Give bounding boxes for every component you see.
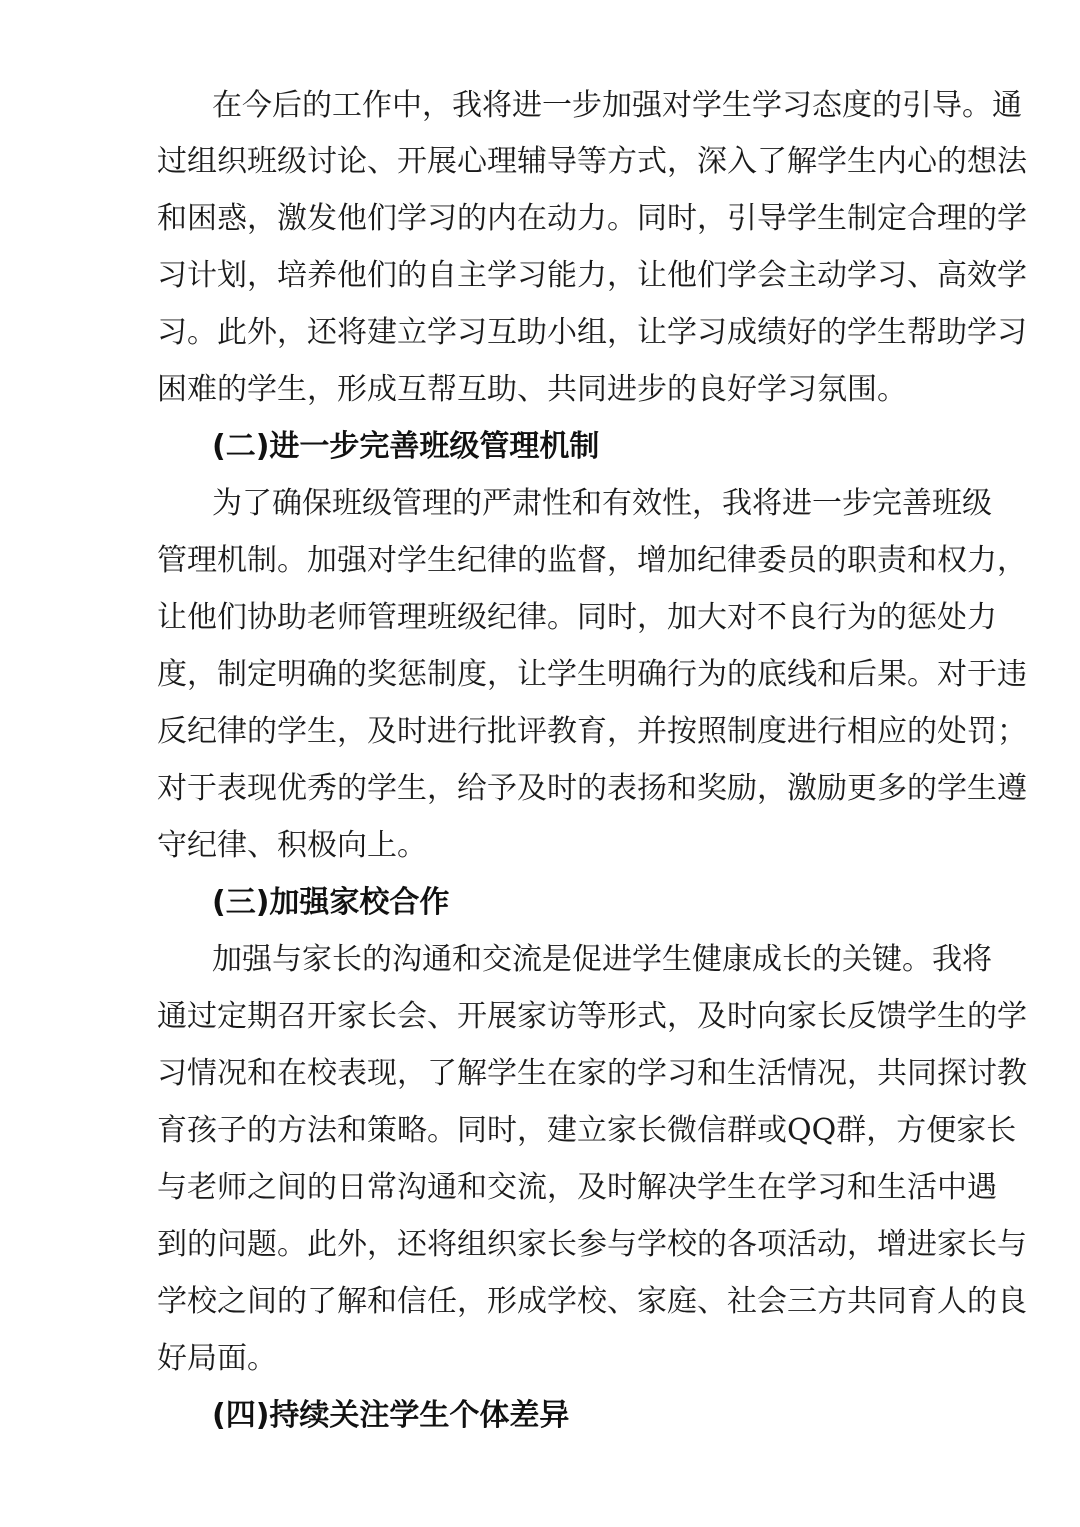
paragraph-line: 习。此外，还将建立学习互助小组，让学习成绩好的学生帮助学习 <box>157 315 1027 350</box>
paragraph-line: 困难的学生，形成互帮互助、共同进步的良好学习氛围。 <box>157 372 907 407</box>
paragraph-line: 习计划，培养他们的自主学习能力，让他们学会主动学习、高效学 <box>157 258 1027 293</box>
paragraph-line: 让他们协助老师管理班级纪律。同时，加大对不良行为的惩处力 <box>157 600 997 635</box>
paragraph-line: 反纪律的学生，及时进行批评教育，并按照制度进行相应的处罚； <box>157 714 1027 749</box>
paragraph-line: 习情况和在校表现，了解学生在家的学习和生活情况，共同探讨教 <box>157 1056 1027 1091</box>
paragraph-line: 通过定期召开家长会、开展家访等形式，及时向家长反馈学生的学 <box>157 999 1027 1034</box>
paragraph-line: 与老师之间的日常沟通和交流，及时解决学生在学习和生活中遇 <box>157 1170 997 1205</box>
paragraph-line: 到的问题。此外，还将组织家长参与学校的各项活动，增进家长与 <box>157 1227 1027 1262</box>
paragraph-line: 为了确保班级管理的严肃性和有效性，我将进一步完善班级 <box>212 486 992 521</box>
section-heading-individual-differences: (四)持续关注学生个体差异 <box>212 1398 570 1433</box>
section-heading-home-school: (三)加强家校合作 <box>212 885 450 920</box>
paragraph-line: 度，制定明确的奖惩制度，让学生明确行为的底线和后果。对于违 <box>157 657 1027 692</box>
paragraph-line: 和困惑，激发他们学习的内在动力。同时，引导学生制定合理的学 <box>157 201 1027 236</box>
paragraph-line: 好局面。 <box>157 1341 277 1376</box>
paragraph-line: 学校之间的了解和信任，形成学校、家庭、社会三方共同育人的良 <box>157 1284 1027 1319</box>
paragraph-line: 过组织班级讨论、开展心理辅导等方式，深入了解学生内心的想法 <box>157 144 1027 179</box>
paragraph-line: 在今后的工作中，我将进一步加强对学生学习态度的引导。通 <box>212 88 1022 123</box>
paragraph-line: 管理机制。加强对学生纪律的监督，增加纪律委员的职责和权力， <box>157 543 1027 578</box>
paragraph-line: 育孩子的方法和策略。同时，建立家长微信群或QQ群，方便家长 <box>157 1113 1017 1148</box>
section-heading-class-management: (二)进一步完善班级管理机制 <box>212 429 600 464</box>
paragraph-line: 对于表现优秀的学生，给予及时的表扬和奖励，激励更多的学生遵 <box>157 771 1027 806</box>
paragraph-line: 加强与家长的沟通和交流是促进学生健康成长的关键。我将 <box>212 942 992 977</box>
paragraph-line: 守纪律、积极向上。 <box>157 828 427 863</box>
